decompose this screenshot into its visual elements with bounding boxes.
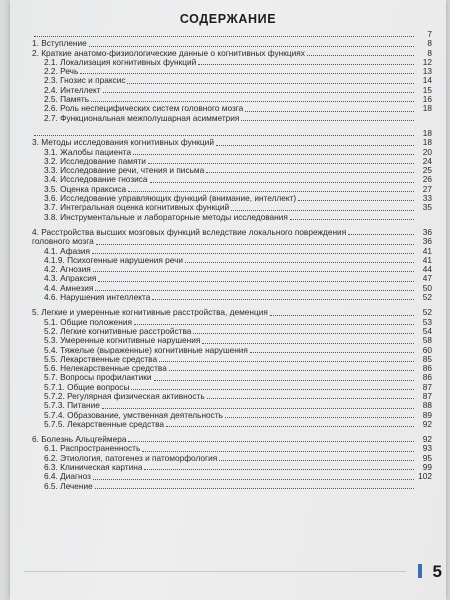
toc-entry[interactable] bbox=[32, 237, 432, 246]
toc-entry-page: 87 bbox=[422, 381, 432, 392]
toc-entry[interactable] bbox=[32, 114, 432, 123]
toc-entry-page: 20 bbox=[422, 146, 432, 157]
toc-entry-page: 92 bbox=[422, 434, 432, 445]
book-page bbox=[10, 0, 446, 600]
dot-leader bbox=[198, 64, 414, 65]
toc-entry-page: 92 bbox=[422, 418, 432, 429]
toc-entry-title: 4.1. Афазия bbox=[44, 245, 91, 256]
dot-leader bbox=[98, 281, 414, 282]
dot-leader bbox=[307, 55, 414, 56]
toc-entry-page: 26 bbox=[422, 174, 432, 185]
toc-entry-page: 102 bbox=[418, 471, 432, 482]
toc-entry-page: 41 bbox=[422, 245, 432, 256]
footer-rule bbox=[24, 571, 406, 572]
toc-entry-page: 12 bbox=[422, 56, 432, 67]
toc-entry-title: 2.3. Гнозис и праксис bbox=[44, 75, 126, 86]
toc-entry[interactable] bbox=[32, 86, 432, 95]
toc-entry-page: 7 bbox=[427, 29, 432, 39]
dot-leader bbox=[89, 46, 414, 47]
dot-leader bbox=[93, 479, 414, 480]
toc-entry-title: головного мозга bbox=[32, 236, 94, 247]
dot-leader bbox=[207, 398, 414, 399]
dot-leader bbox=[34, 36, 414, 37]
toc-entry-page: 41 bbox=[422, 254, 432, 265]
toc-entry-title: 3.2. Исследование памяти bbox=[44, 155, 146, 166]
dot-leader bbox=[185, 262, 414, 263]
toc-entry-title: 3.7. Интегральная оценка когнитивных функций bbox=[44, 202, 230, 213]
toc-entry-title: 2.5. Память bbox=[44, 94, 90, 105]
dot-leader bbox=[103, 92, 414, 93]
toc-entry-page: 86 bbox=[422, 372, 432, 383]
toc-entry-page: 85 bbox=[422, 353, 432, 364]
toc-entry-page: 88 bbox=[422, 400, 432, 411]
toc-entry-title: 3.8. Инструментальные и лабораторные методы исследования bbox=[44, 211, 288, 222]
dot-leader bbox=[148, 163, 414, 164]
toc-entry-page: 95 bbox=[422, 452, 432, 463]
toc-entry-title: 4.2. Агнозия bbox=[44, 264, 91, 275]
toc-entry-page: 18 bbox=[422, 103, 432, 114]
toc-entry-page: 44 bbox=[422, 264, 432, 275]
toc-entry-title: 5.7.4. Образование, умственная деятельность bbox=[44, 409, 223, 420]
toc-entry[interactable] bbox=[32, 213, 432, 222]
toc-entry-title: 5.5. Лекарственные средства bbox=[44, 353, 158, 364]
toc-entry[interactable] bbox=[32, 420, 432, 429]
dot-leader bbox=[250, 352, 414, 353]
dot-leader bbox=[348, 234, 414, 235]
toc-entry[interactable] bbox=[32, 482, 432, 491]
dot-leader bbox=[154, 380, 415, 381]
toc-entry-page: 35 bbox=[422, 202, 432, 213]
dot-leader bbox=[245, 111, 414, 112]
dot-leader bbox=[225, 417, 414, 418]
dot-leader bbox=[95, 488, 414, 489]
toc-entry-page: 58 bbox=[422, 335, 432, 346]
dot-leader bbox=[128, 191, 414, 192]
toc-entry-title: 4.6. Нарушения интеллекта bbox=[44, 292, 151, 303]
toc-entry-title: 2.6. Роль неспецифических систем головного мозга bbox=[44, 103, 244, 114]
toc-entry-title: 2. Краткие анатомо-физиологические данные о когнитивных функциях bbox=[32, 47, 305, 58]
dot-leader bbox=[134, 324, 414, 325]
dot-leader bbox=[127, 83, 414, 84]
toc-entry-title: 6. Болезнь Альцгеймера bbox=[32, 434, 127, 445]
dot-leader bbox=[216, 145, 414, 146]
toc-entry[interactable] bbox=[32, 463, 432, 472]
toc-entry-page: 24 bbox=[422, 155, 432, 166]
toc-entry-page: 18 bbox=[422, 127, 432, 138]
dot-leader bbox=[152, 299, 414, 300]
dot-leader bbox=[150, 182, 414, 183]
toc-entry-page: 36 bbox=[422, 236, 432, 247]
dot-leader bbox=[290, 219, 414, 220]
toc-entry-title: 5.7.2. Регулярная физическая активность bbox=[44, 390, 205, 401]
toc-entry-title: 5.7.1. Общие вопросы bbox=[44, 381, 130, 392]
table-of-contents bbox=[32, 30, 432, 491]
dot-leader bbox=[219, 460, 414, 461]
dot-leader bbox=[133, 154, 414, 155]
page-number: 5 bbox=[432, 562, 442, 581]
toc-entry-title: 5.3. Умеренные когнитивные нарушения bbox=[44, 335, 201, 346]
toc-entry-page: 36 bbox=[422, 226, 432, 237]
toc-entry-title: 6.2. Этиология, патогенез и патоморфология bbox=[44, 452, 218, 463]
toc-entry-title: 3.4. Исследование гнозиса bbox=[44, 174, 148, 185]
toc-entry-page: 13 bbox=[422, 66, 432, 77]
toc-entry-page: 86 bbox=[422, 363, 432, 374]
toc-entry-title: 3. Методы исследования когнитивных функций bbox=[32, 137, 214, 148]
toc-entry-page: 25 bbox=[422, 165, 432, 176]
dot-leader bbox=[91, 101, 414, 102]
dot-leader bbox=[80, 73, 414, 74]
dot-leader bbox=[128, 441, 414, 442]
dot-leader bbox=[202, 343, 414, 344]
toc-entry-page: 89 bbox=[422, 409, 432, 420]
toc-entry[interactable] bbox=[32, 58, 432, 67]
dot-leader bbox=[231, 210, 414, 211]
toc-entry-page: 54 bbox=[422, 325, 432, 336]
toc-entry-page: 99 bbox=[422, 462, 432, 473]
toc-entry-title: 6.3. Клиническая картина bbox=[44, 462, 143, 473]
toc-entry[interactable] bbox=[32, 293, 432, 302]
toc-entry-title: 2.7. Функциональная межполушарная асимметрия bbox=[44, 112, 240, 123]
toc-entry-page: 18 bbox=[422, 137, 432, 148]
toc-entry-title: 5.4. Тяжелые (выраженные) когнитивные нарушения bbox=[44, 344, 248, 355]
toc-entry-title: 1. Вступление bbox=[32, 38, 87, 49]
toc-entry[interactable] bbox=[32, 256, 432, 265]
toc-entry-page: 87 bbox=[422, 390, 432, 401]
toc-entry-title: 3.1. Жалобы пациента bbox=[44, 146, 132, 157]
toc-entry-title: 2.2. Речь bbox=[44, 66, 79, 77]
toc-entry-title: 4.3. Апраксия bbox=[44, 273, 97, 284]
dot-leader bbox=[159, 361, 414, 362]
toc-entry-page: 93 bbox=[422, 443, 432, 454]
toc-entry-page: 15 bbox=[422, 84, 432, 95]
toc-entry-title: 4.1.9. Психогенные нарушения речи bbox=[44, 254, 184, 265]
toc-entry-title: 5.7. Вопросы профилактики bbox=[44, 372, 152, 383]
toc-entry-title: 5.7.5. Лекарственные средства bbox=[44, 418, 165, 429]
dot-leader bbox=[241, 120, 414, 121]
toc-entry-title: 6.1. Распространенность bbox=[44, 443, 141, 454]
toc-entry-title: 3.3. Исследование речи, чтения и письма bbox=[44, 165, 205, 176]
toc-entry-page: 60 bbox=[422, 344, 432, 355]
toc-entry-page: 53 bbox=[422, 316, 432, 327]
toc-entry[interactable] bbox=[32, 30, 432, 39]
dot-leader bbox=[144, 469, 414, 470]
dot-leader bbox=[102, 408, 414, 409]
toc-entry-page: 52 bbox=[422, 307, 432, 318]
toc-entry-title: 6.4. Диагноз bbox=[44, 471, 91, 482]
toc-entry-page: 16 bbox=[422, 94, 432, 105]
dot-leader bbox=[95, 290, 414, 291]
toc-entry-title: 5.6. Нелекарственные средства bbox=[44, 363, 167, 374]
toc-entry-title: 3.5. Оценка праксиса bbox=[44, 183, 127, 194]
toc-entry-page: 8 bbox=[427, 38, 432, 49]
toc-entry-page: 50 bbox=[422, 282, 432, 293]
toc-entry-page: 52 bbox=[422, 292, 432, 303]
toc-entry-title: 5.7.3. Питание bbox=[44, 400, 100, 411]
toc-entry-title: 4. Расстройства высших мозговых функций вследствие локального повреждения bbox=[32, 226, 347, 237]
toc-entry-page: 27 bbox=[422, 183, 432, 194]
toc-entry-page: 47 bbox=[422, 273, 432, 284]
toc-entry-title: 3.6. Исследование управляющих функций (внимание, интеллект) bbox=[44, 193, 297, 204]
dot-leader bbox=[298, 200, 414, 201]
dot-leader bbox=[166, 426, 414, 427]
dot-leader bbox=[92, 253, 414, 254]
toc-entry-page: 33 bbox=[422, 193, 432, 204]
dot-leader bbox=[270, 315, 414, 316]
dot-leader bbox=[34, 135, 414, 136]
toc-entry-title: 5.2. Легкие когнитивные расстройства bbox=[44, 325, 192, 336]
dot-leader bbox=[142, 451, 414, 452]
toc-entry-title: 2.4. Интеллект bbox=[44, 84, 101, 95]
dot-leader bbox=[169, 370, 414, 371]
page-title: СОДЕРЖАНИЕ bbox=[179, 12, 277, 26]
toc-entry-title: 5.1. Общие положения bbox=[44, 316, 132, 327]
dot-leader bbox=[96, 244, 414, 245]
dot-leader bbox=[93, 271, 414, 272]
dot-leader bbox=[193, 333, 414, 334]
toc-entry-title: 4.4. Амнезия bbox=[44, 282, 94, 293]
toc-entry-page: 14 bbox=[422, 75, 432, 86]
toc-entry-title: 2.1. Локализация когнитивных функций bbox=[44, 56, 197, 67]
toc-entry-page: 8 bbox=[427, 47, 432, 58]
dot-leader bbox=[206, 172, 414, 173]
dot-leader bbox=[131, 389, 414, 390]
page-marker-bar bbox=[418, 564, 422, 578]
toc-entry-title: 5. Легкие и умеренные когнитивные расстройства, деменция bbox=[32, 307, 268, 318]
toc-entry-title: 6.5. Лечение bbox=[44, 480, 93, 491]
